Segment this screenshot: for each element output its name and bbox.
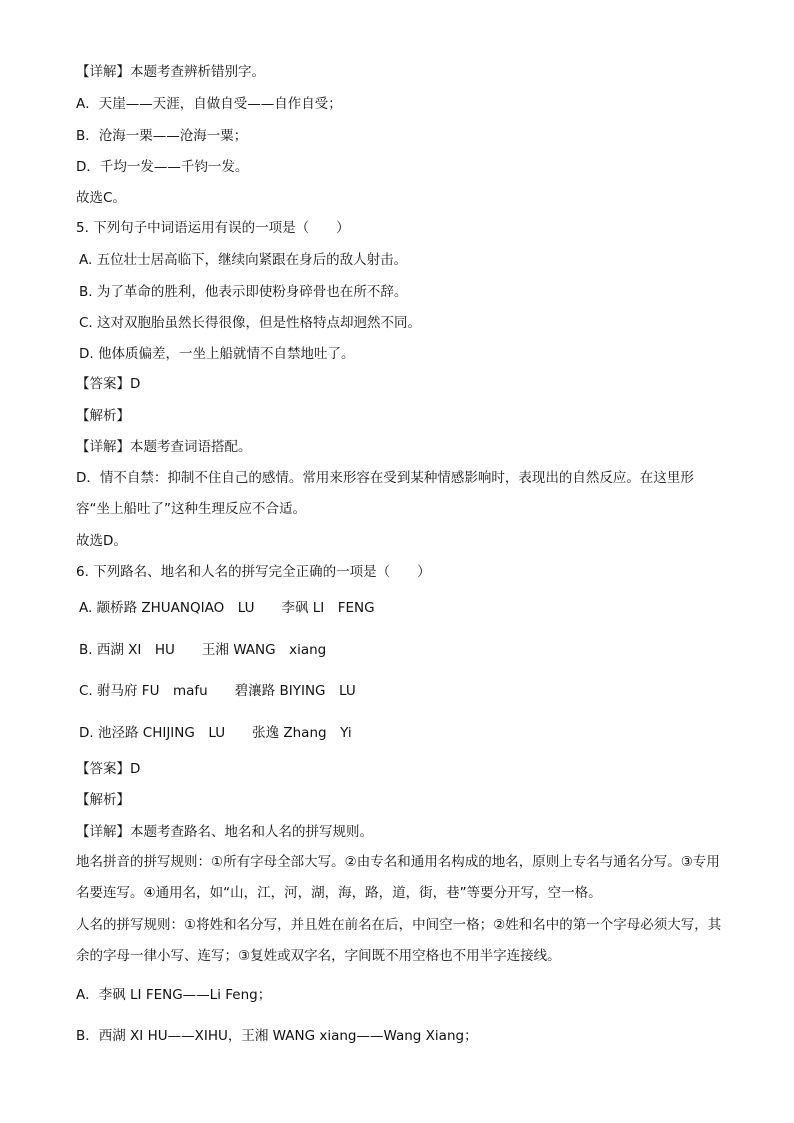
q5-detail-paragraph: D．情不自禁：抑制不住自己的感情。常用来形容在受到某种情感影响时，表现出的自然反应。在这里形容“坐上船吐了”这种生理反应不合适。: [76, 470, 694, 517]
place-name-rules: 地名拼音的拼写规则：①所有字母全部大写。②由专名和通用名构成的地名，原则上专名与通名分写。③专用名要连写。④通用名，如“山，江，河，湖，海，路，道，街，巷”等要分开写，空一格。: [76, 854, 720, 901]
q6-explanation-a: A．李砜 LI FENG——Li Feng；: [76, 987, 272, 1003]
q5-option-c: C. 这对双胞胎虽然长得很像，但是性格特点却迥然不同。: [79, 315, 422, 331]
person-name-rules: 人名的拼写规则：①将姓和名分写，并且姓在前名在后，中间空一格；②姓和名中的第一个字母必须大写，其余的字母一律小写、连写；③复姓或双字名，字间既不用空格也不用半字连接线。: [76, 917, 722, 964]
q6-detail-header: 【详解】本题考查路名、地名和人名的拼写规则。: [76, 824, 373, 840]
explanation-line-a: A．天崖——天涯，自做自受——自作自受；: [76, 96, 342, 112]
q6-answer: 【答案】D: [76, 761, 141, 777]
detail-header: 【详解】本题考查辨析错别字。: [76, 64, 265, 80]
explanation-line-b: B．沧海一栗——沧海一粟；: [76, 128, 248, 144]
q5-option-b: B. 为了革命的胜利，他表示即使粉身碎骨也在所不辞。: [79, 284, 408, 300]
q6-explanation-b: B．西湖 XI HU——XIHU，王湘 WANG xiang——Wang Xiang；: [76, 1028, 478, 1044]
q5-detail-header: 【详解】本题考查词语搭配。: [76, 439, 252, 455]
q5-conclusion: 故选D。: [76, 533, 127, 549]
conclusion-line: 故选C。: [76, 190, 126, 206]
q6-option-d: D. 池泾路 CHIJING LU 张逸 Zhang Yi: [79, 725, 352, 741]
q6-analysis-header: 【解析】: [76, 792, 130, 808]
question-5: 5. 下列句子中词语运用有误的一项是（ ）: [76, 220, 350, 236]
explanation-line-d: D．千均一发——千钧一发。: [76, 159, 249, 175]
q6-option-a: A. 颛桥路 ZHUANQIAO LU 李砜 LI FENG: [79, 600, 375, 616]
question-6: 6. 下列路名、地名和人名的拼写完全正确的一项是（ ）: [76, 564, 431, 580]
q5-option-a: A. 五位壮士居高临下，继续向紧跟在身后的敌人射击。: [79, 252, 408, 268]
q6-option-c: C. 驸马府 FU mafu 碧瀼路 BIYING LU: [79, 683, 356, 699]
q5-answer: 【答案】D: [76, 376, 141, 392]
q5-option-d: D. 他体质偏差，一坐上船就情不自禁地吐了。: [79, 346, 355, 362]
q5-analysis-header: 【解析】: [76, 408, 130, 424]
q6-option-b: B. 西湖 XI HU 王湘 WANG xiang: [79, 642, 327, 658]
